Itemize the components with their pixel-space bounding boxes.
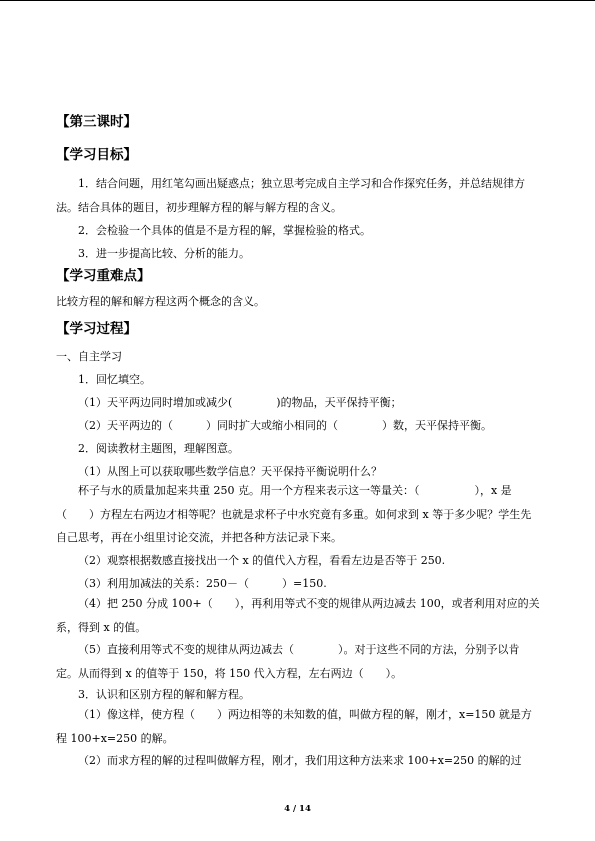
goals-heading: 【学习目标】	[56, 147, 137, 163]
goal-item-3: 3．进一步提高比较、分析的能力。	[78, 247, 250, 260]
key-points-heading: 【学习重难点】	[56, 268, 151, 284]
step-2-title: 2．阅读教材主题图，理解图意。	[78, 442, 239, 455]
process-heading: 【学习过程】	[56, 321, 137, 337]
key-points-text: 比较方程的解和解方程这两个概念的含义。	[56, 295, 265, 308]
lesson-heading: 【第三课时】	[56, 114, 137, 130]
section-self-study: 一、自主学习	[56, 350, 122, 363]
step-2-sub-3: （3）利用加减法的关系：250－（ ）=150.	[78, 577, 327, 590]
step-2-sub-5: （5）直接利用等式不变的规律从两边减去（ ）。对于这些不同的方法，分别予以肯定。从而得到 x 的值等于 150，将 150 代入方程，左右两边（ ）。	[56, 643, 520, 680]
step-3-sub-2: （2）而求方程的解的过程叫做解方程，刚才，我们用这种方法来求 100+x=250 的解的过	[78, 754, 522, 767]
step-1-sub-2: （2）天平两边的（ ）同时扩大或缩小相同的（ ）数，天平保持平衡。	[78, 419, 492, 432]
header-rule	[0, 0, 595, 1]
step-2-paragraph: 杯子与水的质量加起来共重 250 克。用一个方程来表示这一等量关：（ ），x 是（ ）方程左右两边才相等呢？也就是求杯子中水究竟有多重。如何求到 x 等于多少呢？学生先自己思考，再在小组里讨论交流，并把各种方法记录下来。	[56, 484, 532, 544]
step-1-title: 1．回忆填空。	[78, 373, 151, 386]
step-1-sub-1: （1）天平两边同时增加或减少( )的物品，天平保持平衡；	[78, 396, 402, 409]
step-2-sub-1: （1）从图上可以获取哪些数学信息？天平保持平衡说明什么？	[78, 465, 382, 478]
page-number: 4 / 14	[284, 804, 311, 814]
step-3-title: 3．认识和区别方程的解和解方程。	[78, 688, 250, 701]
step-3-sub-1: （1）像这样，使方程（ ）两边相等的未知数的值，叫做方程的解，刚才，x=150 就是方程 100+x=250 的解。	[56, 708, 532, 745]
step-2-sub-4: （4）把 250 分成 100+（ ），再利用等式不变的规律从两边减去 100，或者利用对应的关系，得到 x 的值。	[56, 597, 540, 634]
goal-item-1: 1．结合问题，用红笔勾画出疑惑点；独立思考完成自主学习和合作探究任务，并总结规律方法。结合具体的题目，初步理解方程的解与解方程的含义。	[56, 177, 525, 214]
goal-item-2: 2．会检验一个具体的值是不是方程的解，掌握检验的格式。	[78, 224, 371, 237]
step-2-sub-2: （2）观察根据数感直接找出一个 x 的值代入方程，看看左边是否等于 250.	[78, 554, 446, 567]
